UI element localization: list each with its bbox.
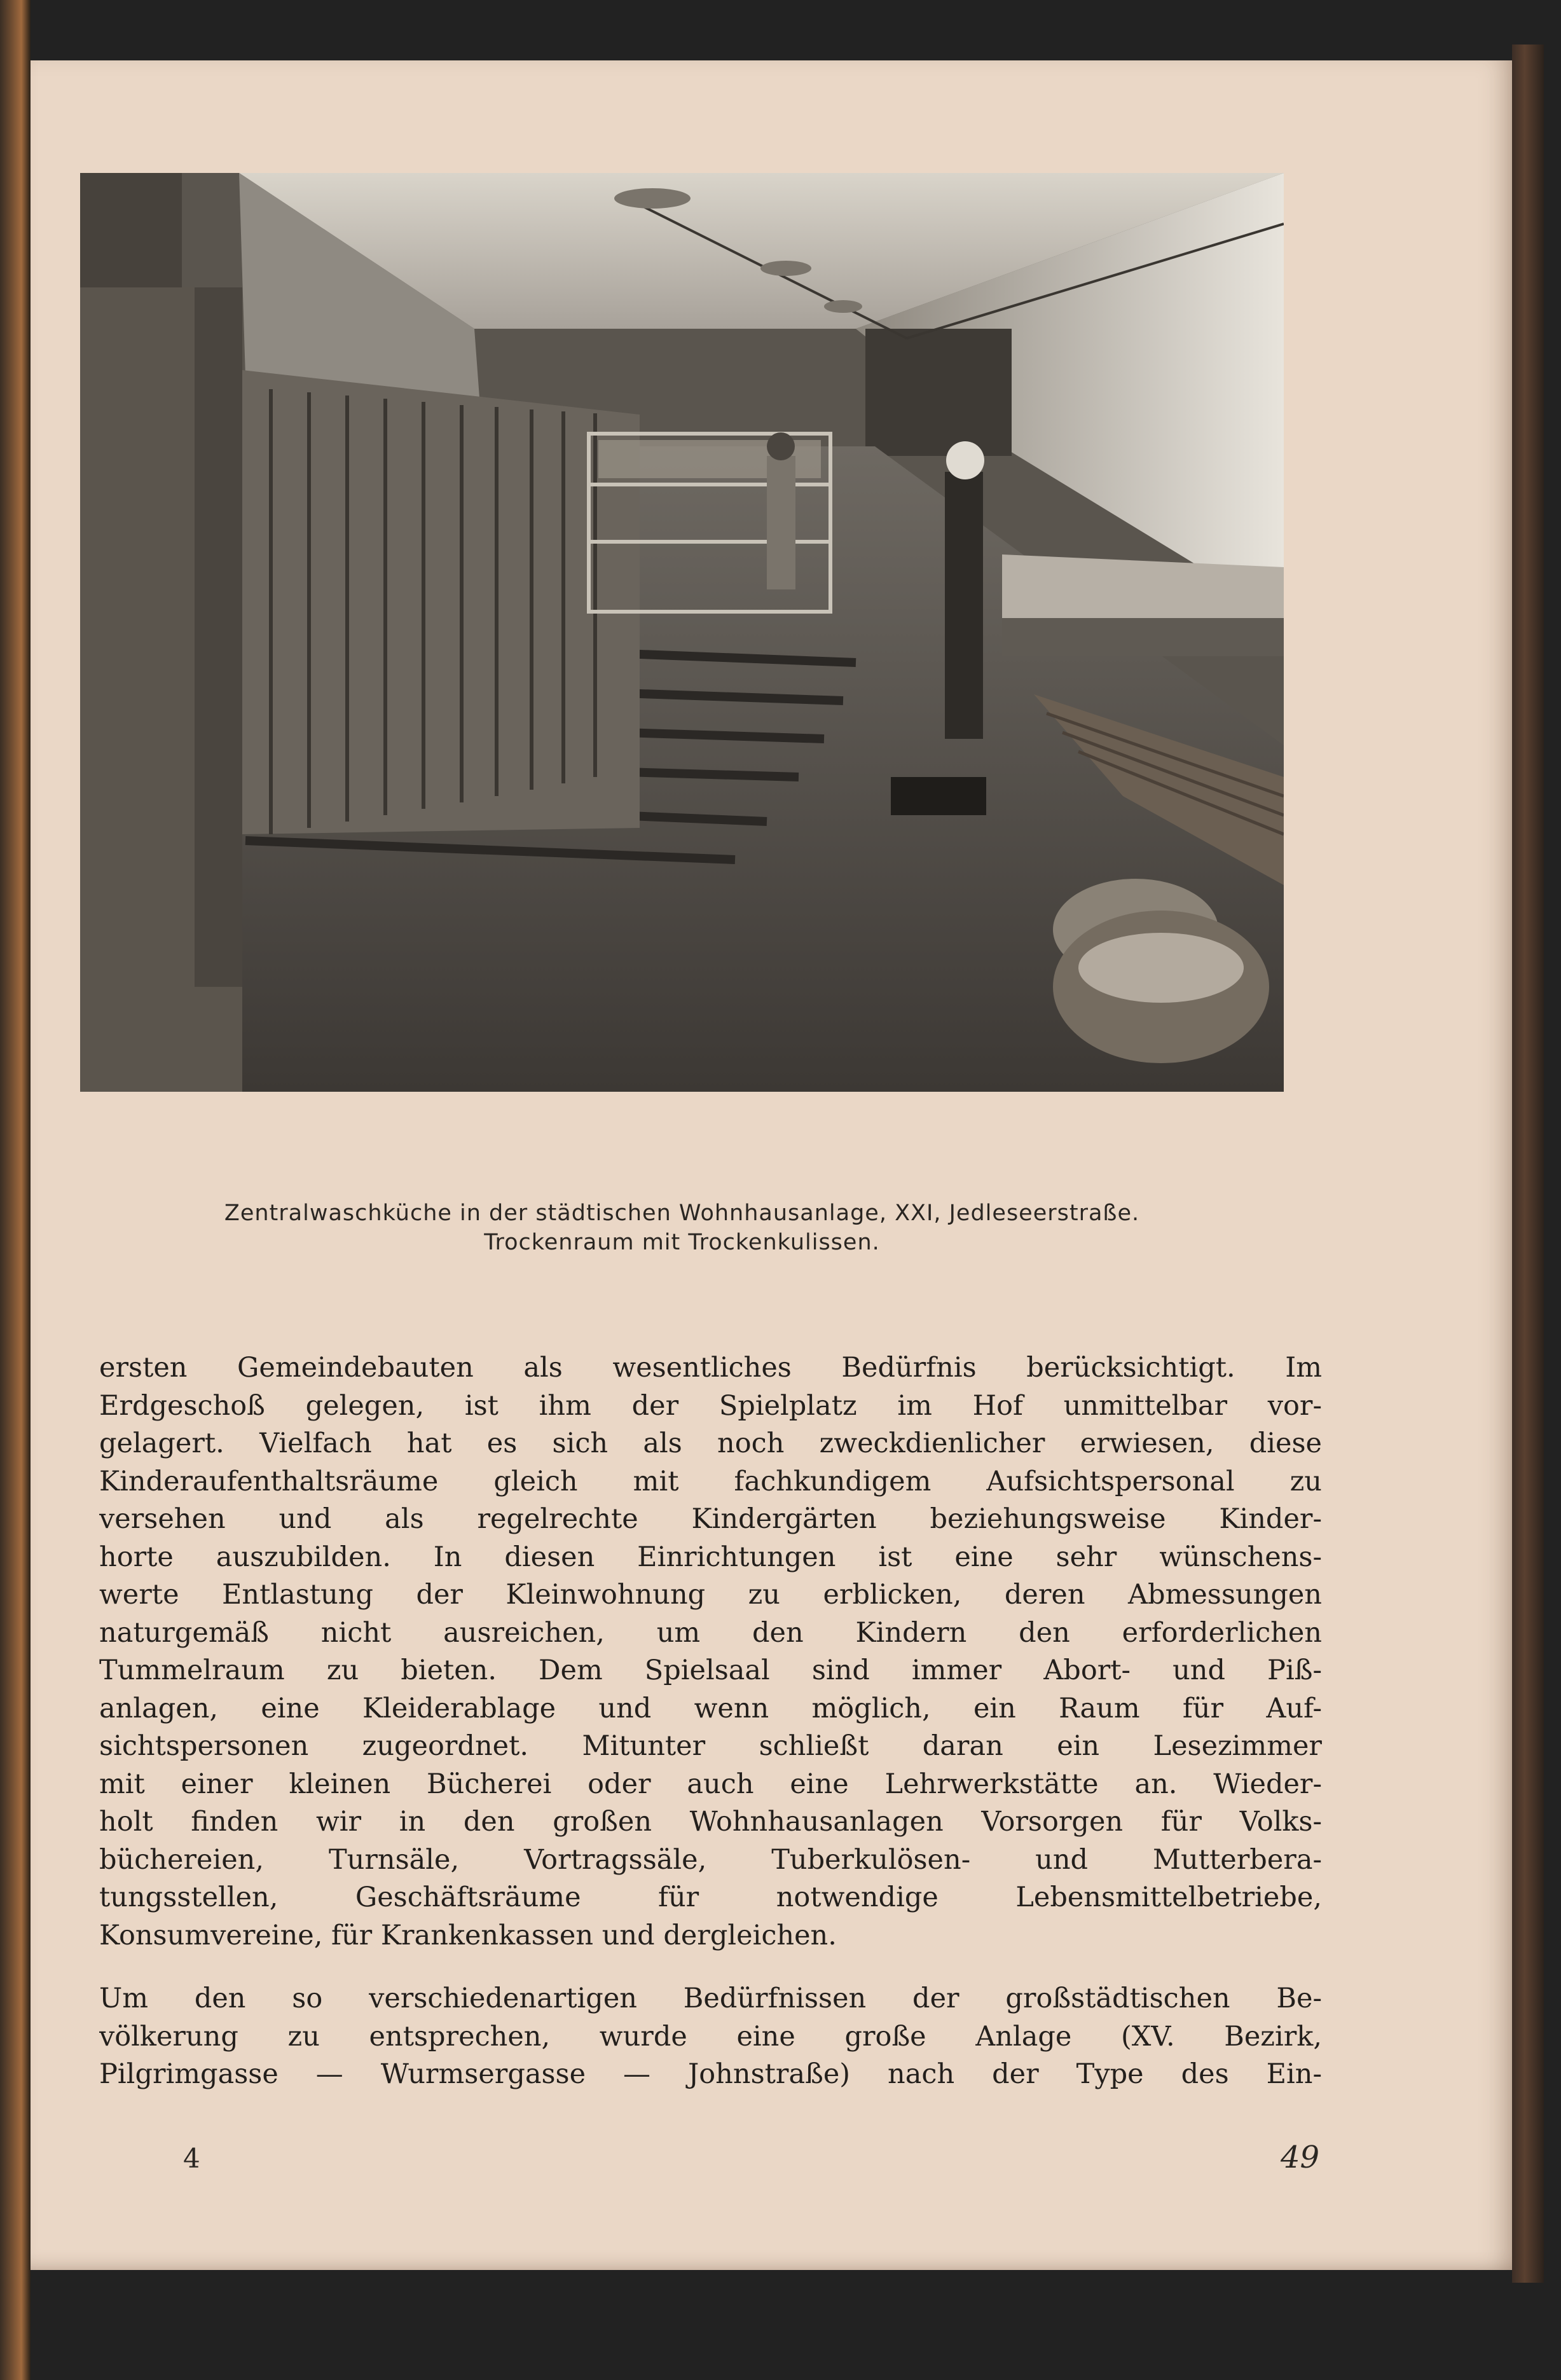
text-line: Kinderaufenthaltsräume gleich mit fachkundigem Aufsichtspersonal zu [99, 1465, 1322, 1497]
figure-caption [80, 1199, 1284, 1257]
photo-illustration [80, 173, 1284, 1092]
page-number: 49 [1281, 2140, 1320, 2175]
text-line: Pilgrimgasse — Wurmsergasse — Johnstraße) nach der Type des Ein- [99, 2058, 1322, 2090]
text-line: gelagert. Vielfach hat es sich als noch zweckdienlicher erwiesen, diese [99, 1427, 1322, 1459]
book-spine-left [0, 0, 31, 2380]
text-line: sichtspersonen zugeordnet. Mitunter schließt daran ein Lesezimmer [99, 1730, 1322, 1762]
figure-photo [80, 173, 1284, 1092]
text-line: ersten Gemeindebauten als wesentliches Bedürfnis berücksichtigt. Im [99, 1352, 1322, 1384]
text-line: versehen und als regelrechte Kindergärten beziehungsweise Kinder- [99, 1503, 1322, 1535]
paragraph-1 [99, 1349, 1322, 1955]
caption-line-1: Zentralwaschküche in der städtischen Wohnhausanlage, XXI, Jedleseerstraße. [224, 1200, 1140, 1226]
text-line: horte auszubilden. In diesen Einrichtungen ist eine sehr wünschens- [99, 1541, 1322, 1573]
text-line: tungsstellen, Geschäftsräume für notwendige Lebensmittelbetriebe, [99, 1881, 1322, 1913]
book-edge-right [1512, 45, 1544, 2283]
signature-mark: 4 [183, 2143, 200, 2174]
text-line: holt finden wir in den großen Wohnhausanlagen Vorsorgen für Volks- [99, 1806, 1322, 1838]
caption-line-2: Trockenraum mit Trockenkulissen. [484, 1230, 880, 1255]
text-line: Erdgeschoß gelegen, ist ihm der Spielplatz im Hof unmittelbar vor- [99, 1389, 1322, 1422]
text-line: völkerung zu entsprechen, wurde eine große Anlage (XV. Bezirk, [99, 2020, 1322, 2053]
body-text [99, 1349, 1322, 2094]
text-line: mit einer kleinen Bücherei oder auch eine Lehrwerkstätte an. Wieder- [99, 1768, 1322, 1800]
text-line: büchereien, Turnsäle, Vortragssäle, Tuberkulösen- und Mutterbera- [99, 1843, 1322, 1876]
text-line: anlagen, eine Kleiderablage und wenn möglich, ein Raum für Auf- [99, 1692, 1322, 1724]
text-line: werte Entlastung der Kleinwohnung zu erblicken, deren Abmessungen [99, 1579, 1322, 1611]
text-line: naturgemäß nicht ausreichen, um den Kindern den erforderlichen [99, 1616, 1322, 1649]
paragraph-2 [99, 1980, 1322, 2094]
text-line: Um den so verschiedenartigen Bedürfnissen der großstädtischen Be- [99, 1983, 1322, 2014]
text-line: Tummelraum zu bieten. Dem Spielsaal sind immer Abort- und Piß- [99, 1654, 1322, 1686]
text-line: Konsumvereine, für Krankenkassen und dergleichen. [99, 1919, 837, 1951]
